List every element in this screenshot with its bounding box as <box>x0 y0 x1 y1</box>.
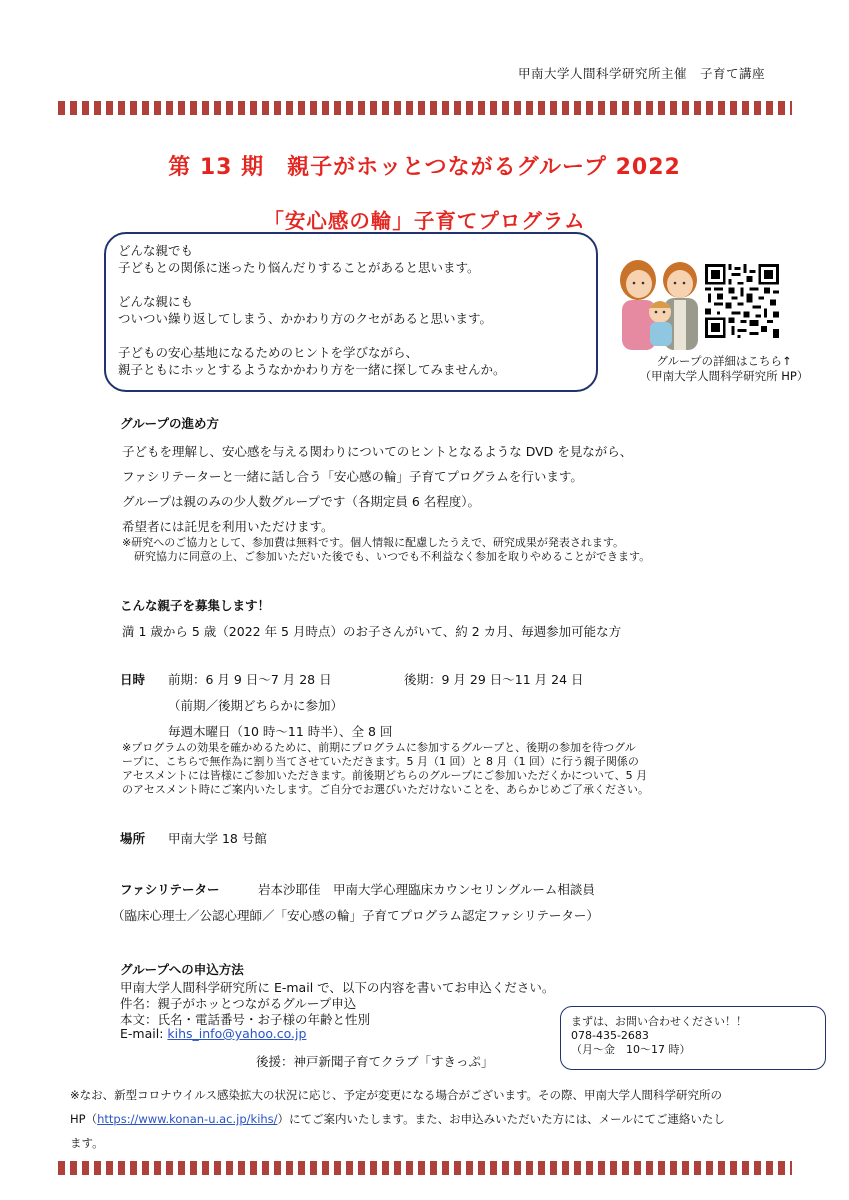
research-note: ※研究へのご協力として、参加費は無料です。個人情報に配慮したうえで、研究成果が発表されます。 <box>122 536 625 549</box>
contact-phone: 078-435-2683 <box>571 1029 649 1042</box>
venue-label: 場所 <box>120 831 146 846</box>
research-note: 研究協力に同意の上、ご参加いただいた後でも、いつでも不利益なく参加を取りやめることができます。 <box>134 550 651 563</box>
intro-text: 子どもとの関係に迷ったり悩んだりすることがあると思います。 <box>118 260 480 275</box>
schedule-note <box>122 741 649 797</box>
schedule-note-line: ープに、こちらで無作為に割り当てさせていただきます。5 月（1 回）と 8 月（1 回）に行う親子関係の <box>122 755 639 768</box>
progress-line: 子どもを理解し、安心感を与える関わりについてのヒントとなるような DVD を見ながら、 <box>122 444 633 459</box>
facilitator-label: ファシリテーター <box>120 882 220 897</box>
facilitator-name: 岩本沙耶佳 甲南大学心理臨床カウンセリングルーム相談員 <box>258 882 595 897</box>
footer-notice <box>70 1083 800 1155</box>
schedule-label: 日時 <box>120 672 146 687</box>
apply-heading: グループへの申込方法 <box>120 962 244 977</box>
apply-line: 件名：親子がホッとつながるグループ申込 <box>120 996 357 1011</box>
email-row <box>120 1026 306 1041</box>
page-title: 第 13 期 親子がホッとつながるグループ 2022 <box>168 155 681 180</box>
venue-text: 甲南大学 18 号館 <box>168 831 267 846</box>
page-subtitle: 「安心感の輪」子育てプログラム <box>263 209 586 233</box>
progress-line: 希望者には託児を利用いただけます。 <box>122 519 334 534</box>
progress-heading: グループの進め方 <box>120 416 220 431</box>
intro-paragraph <box>118 293 584 327</box>
bottom-decorative-border <box>58 1161 792 1175</box>
schedule-note-line: ※プログラムの効果を確かめるために、前期にプログラムに参加するグループと、後期の参加を待つグル <box>122 741 636 754</box>
schedule-note-line: のアセスメント時にご案内いたします。ご自分でお選びいただけないことを、あらかじめご了承ください。 <box>122 783 650 796</box>
footer-text: ）にてご案内いたします。また、お申込みいただいた方には、メールにてご連絡いたし <box>277 1112 725 1126</box>
intro-text: 親子ともにホッとするようなかかわり方を一緒に探してみませんか。 <box>118 362 506 377</box>
progress-line: グループは親のみの少人数グループです（各期定員 6 名程度）。 <box>122 494 481 509</box>
email-link[interactable]: kihs_info@yahoo.co.jp <box>167 1026 307 1041</box>
organizer-line: 甲南大学人間科学研究所主催 子育て講座 <box>517 66 765 81</box>
qr-caption <box>614 354 834 384</box>
schedule-weekly: 毎週木曜日（10 時～11 時半）、全 8 回 <box>168 724 393 739</box>
progress-line: ファシリテーターと一緒に話し合う「安心感の輪」子育てプログラムを行います。 <box>122 469 583 484</box>
footer-text: HP（ <box>70 1112 98 1126</box>
intro-paragraph <box>118 242 584 276</box>
family-illustration <box>614 250 706 350</box>
recruit-heading: こんな親子を募集します！ <box>120 598 271 613</box>
schedule-choose: （前期／後期どちらかに参加） <box>168 698 344 713</box>
footer-line: ※なお、新型コロナウイルス感染拡大の状況に応じ、予定が変更になる場合がございます。その際、甲南大学人間科学研究所の <box>70 1088 723 1102</box>
contact-box <box>560 1006 826 1070</box>
schedule-note-line: アセスメントには皆様にご参加いただきます。前後期どちらのグループにご参加いただくかについて、5 月 <box>122 769 648 782</box>
qr-caption-line: （甲南大学人間科学研究所 HP） <box>639 369 809 383</box>
footer-url-link[interactable]: https://www.konan-u.ac.jp/kihs/ <box>97 1112 278 1126</box>
schedule-first: 前期：6 月 9 日～7 月 28 日 <box>168 672 332 687</box>
footer-line: ます。 <box>70 1136 104 1150</box>
intro-text: どんな親にも <box>118 294 194 309</box>
contact-line: まずは、お問い合わせください！！ <box>571 1015 747 1028</box>
email-label: E-mail: <box>120 1026 168 1041</box>
recruit-text: 満 1 歳から 5 歳（2022 年 5 月時点）のお子さんがいて、約 2 カ月、毎週参加可能な方 <box>122 624 622 639</box>
top-decorative-border <box>58 101 792 115</box>
contact-hours: （月～金 10～17 時） <box>571 1043 691 1056</box>
support-text: 後援：神戸新聞子育てクラブ「すきっぷ」 <box>256 1054 494 1069</box>
intro-paragraph <box>118 344 584 378</box>
schedule-second: 後期：9 月 29 日～11 月 24 日 <box>404 672 584 687</box>
intro-text: ついつい繰り返してしまう、かかわり方のクセがあると思います。 <box>118 311 493 326</box>
footer-line <box>70 1107 800 1131</box>
apply-line: 本文：氏名・電話番号・お子様の年齢と性別 <box>120 1012 371 1027</box>
apply-line: 甲南大学人間科学研究所に E-mail で、以下の内容を書いてお申込ください。 <box>120 980 555 995</box>
intro-text: どんな親でも <box>118 243 194 258</box>
qr-caption-line: グループの詳細はこちら↑ <box>656 354 792 368</box>
facilitator-quals: （臨床心理士／公認心理師／「安心感の輪」子育てプログラム認定ファシリテーター） <box>112 908 599 923</box>
qr-code-icon[interactable] <box>705 264 779 338</box>
intro-text: 子どもの安心基地になるためのヒントを学びながら、 <box>118 345 419 360</box>
intro-box <box>104 232 598 392</box>
